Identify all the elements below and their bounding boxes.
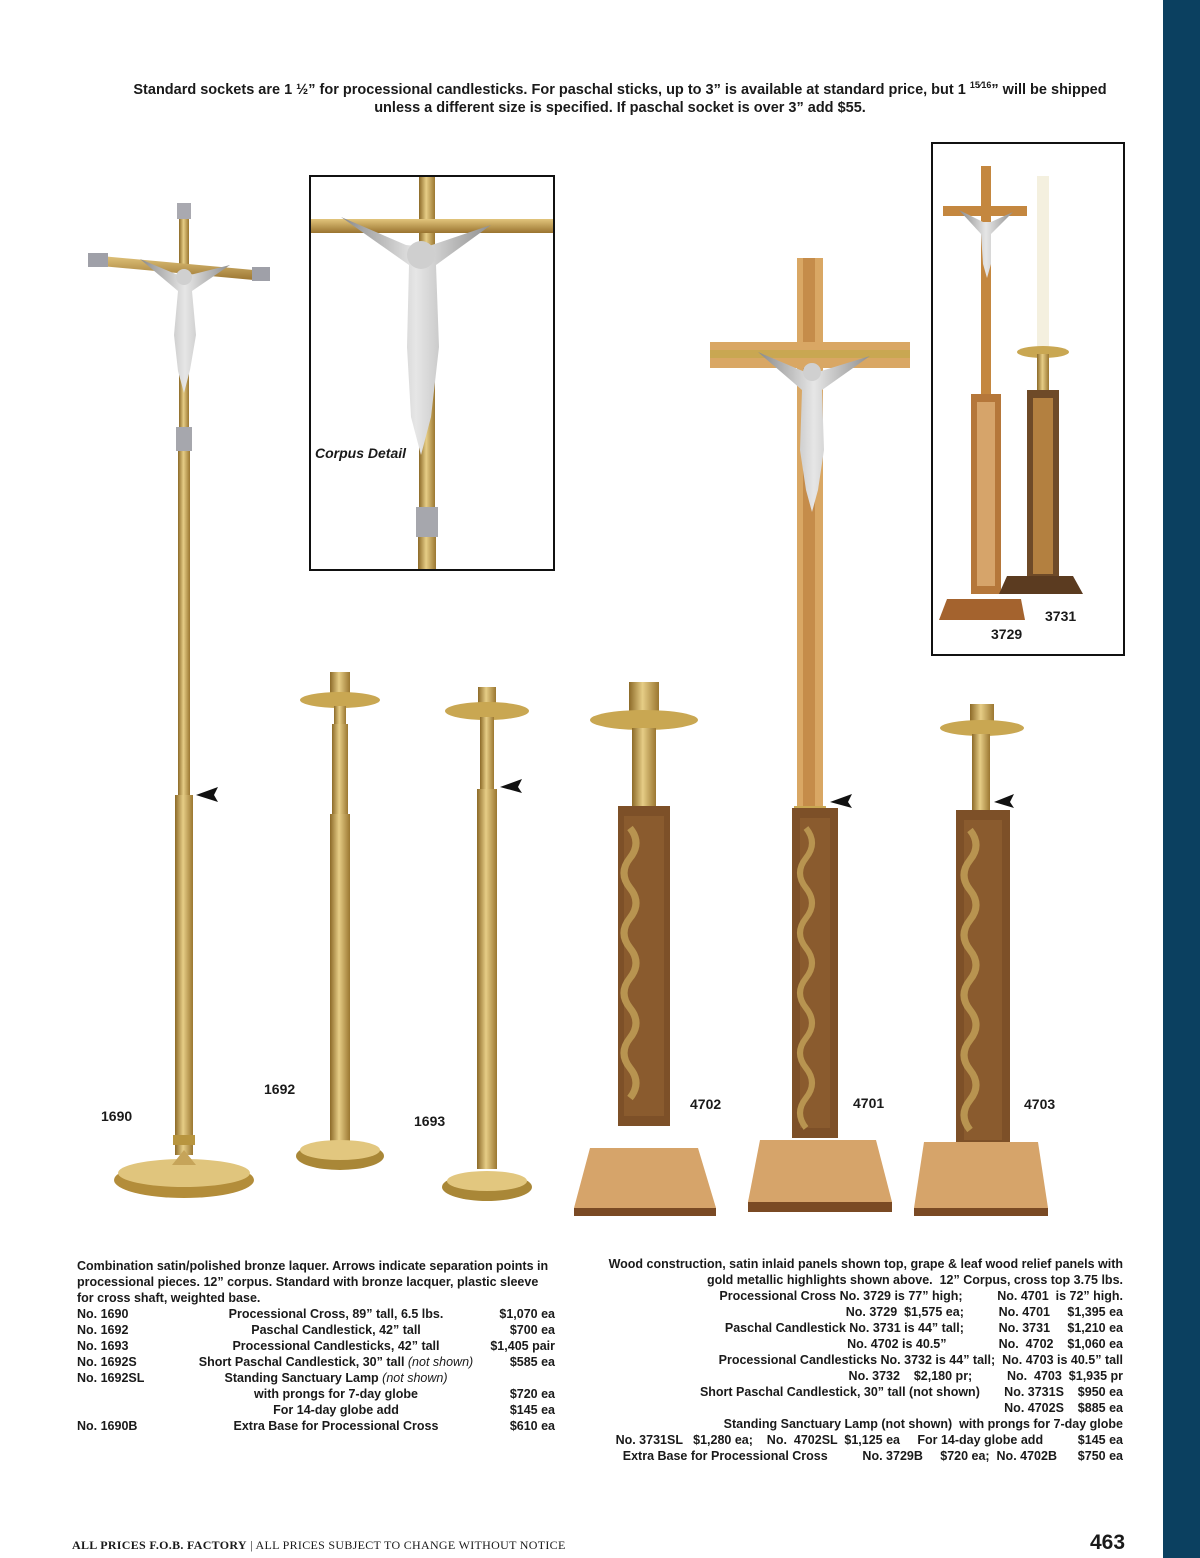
item-number: No. 1690 [77,1307,129,1321]
wood-processional-candlestick-4703-photo [910,700,1050,1218]
item-number: No. 1693 [77,1339,129,1353]
label-3729: 3729 [991,626,1023,642]
label-1692: 1692 [264,1081,296,1097]
corpus-detail-inset [309,175,555,571]
corpus-detail-photo [311,177,553,569]
description-line: No. 4702 is 40.5” No. 4702 $1,060 ea [847,1337,1123,1351]
price-row [77,1354,555,1370]
bronze-series-intro: Combination satin/polished bronze laquer. Arrows indicate separation points in processional pieces. 12” corpus. Standard with bronze lacquer, plastic sleeve for cross shaft, weighted base. [77,1259,549,1305]
price-row [77,1418,555,1434]
label-3731: 3731 [1045,608,1077,624]
item-number: No. 1692S [77,1355,137,1369]
price-row [77,1386,555,1402]
item-price: $585 ea [509,1355,555,1369]
processional-cross-1690-photo [80,195,270,1205]
description-line: Processional Candlesticks No. 3732 is 44” tall; No. 4703 is 40.5” tall [718,1353,1123,1367]
corpus-detail-caption: Corpus Detail [315,445,407,461]
price-row [77,1338,555,1354]
description-line: gold metallic highlights shown above. 12” Corpus, cross top 3.75 lbs. [706,1273,1123,1287]
page-number: 463 [1090,1531,1126,1554]
label-1693: 1693 [414,1113,446,1129]
price-row [77,1322,555,1338]
item-description: with prongs for 7-day globe [254,1387,418,1401]
item-description: Short Paschal Candlestick, 30” tall (not shown) [198,1355,474,1369]
item-note: (not shown) [378,1371,448,1385]
side-color-bar [1163,0,1200,1558]
description-line: No. 4702S $885 ea [1004,1401,1123,1415]
paschal-candlestick-1692-photo [290,668,390,1173]
description-line: No. 3731SL $1,280 ea; No. 4702SL $1,125 ea For 14-day globe add $145 ea [615,1433,1123,1447]
item-description: For 14-day globe add [273,1403,399,1417]
bronze-price-list [77,1306,555,1434]
item-price: $1,070 ea [499,1307,555,1321]
label-4703: 4703 [1024,1096,1056,1112]
description-line: Extra Base for Processional Cross No. 3729B $720 ea; No. 4702B $750 ea [622,1449,1123,1463]
item-note: (not shown) [404,1355,474,1369]
item-description: Standing Sanctuary Lamp (not shown) [224,1371,448,1385]
item-price: $1,405 pair [490,1339,555,1353]
label-4702: 4702 [690,1096,722,1112]
socket-size-note: Standard sockets are 1 ½” for processional candlesticks. For paschal sticks, up to 3” is available at standard price, but 1 $^{15⁄16}$” will be shipped unless a different size is specified. If paschal socket is over 3” add $55. [133,80,1107,116]
price-row [77,1370,555,1386]
item-number: No. 1692 [77,1323,129,1337]
item-price: $700 ea [509,1323,555,1337]
description-line: Short Paschal Candlestick, 30” tall (not shown) No. 3731S $950 ea [699,1385,1123,1399]
description-line: Paschal Candlestick No. 3731 is 44” tall; No. 3731 $1,210 ea [724,1321,1123,1335]
wood-series-description [583,1256,1123,1464]
item-description: Extra Base for Processional Cross [233,1419,439,1433]
item-description: Processional Candlesticks, 42” tall [232,1339,440,1353]
item-price: $610 ea [509,1419,555,1433]
description-line: Wood construction, satin inlaid panels shown top, grape & leaf wood relief panels with [608,1257,1123,1271]
description-line: No. 3732 $2,180 pr; No. 4703 $1,935 pr [848,1369,1123,1383]
inset-3729-3731 [931,142,1125,656]
processional-candlestick-1693-photo [438,683,538,1203]
inset-3729-3731-photo [933,144,1123,654]
footer-note: ALL PRICES F.O.B. FACTORY | ALL PRICES SUBJECT TO CHANGE WITHOUT NOTICE [72,1538,566,1552]
item-price: $720 ea [509,1387,555,1401]
price-row [77,1402,555,1418]
item-number [77,1386,187,1402]
item-description: Paschal Candlestick, 42” tall [251,1323,421,1337]
item-price: $145 ea [509,1403,555,1417]
description-line: Processional Cross No. 3729 is 77” high; No. 4701 is 72” high. [719,1289,1123,1303]
item-description: Processional Cross, 89” tall, 6.5 lbs. [228,1307,444,1321]
wood-paschal-candlestick-4702-photo [570,678,720,1218]
label-4701: 4701 [853,1095,885,1111]
description-line: Standing Sanctuary Lamp (not shown) with prongs for 7-day globe [723,1417,1123,1431]
price-row [77,1306,555,1322]
label-1690: 1690 [101,1108,133,1124]
item-price [485,1370,555,1386]
description-line: No. 3729 $1,575 ea; No. 4701 $1,395 ea [845,1305,1123,1319]
wood-processional-cross-4701-photo [700,250,910,1220]
item-number: No. 1690B [77,1419,138,1433]
item-number [77,1402,187,1418]
item-number: No. 1692SL [77,1371,145,1385]
bronze-series-description [77,1258,555,1434]
